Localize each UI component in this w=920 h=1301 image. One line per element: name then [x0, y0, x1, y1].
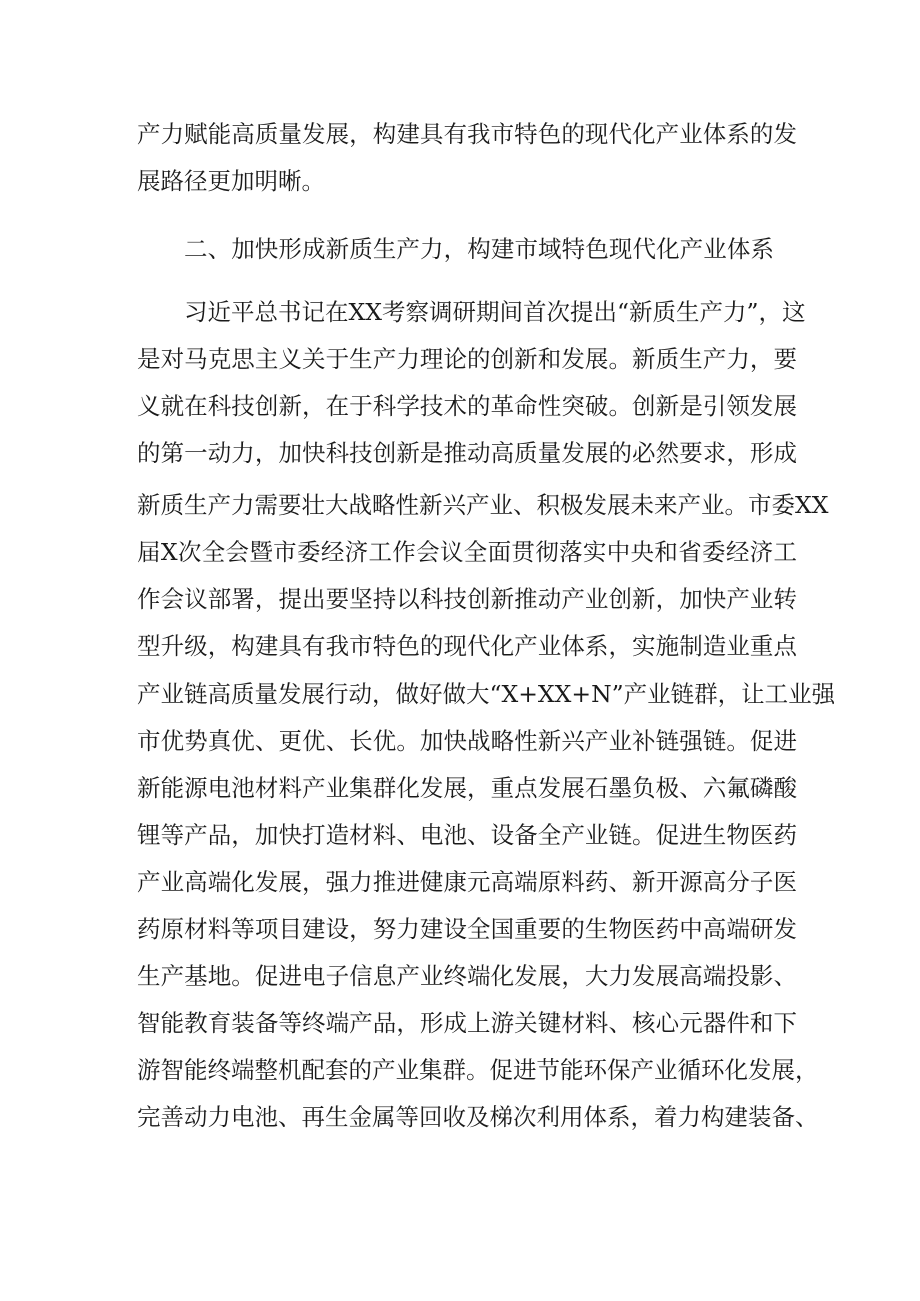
- paragraph-line: 药原材料等项目建设，努力建设全国重要的生物医药中高端研发: [137, 915, 797, 943]
- section-heading: 二、加快形成新质生产力，构建市域特色现代化产业体系: [184, 235, 774, 263]
- paragraph-line: 义就在科技创新，在于科学技术的革命性突破。创新是引领发展: [137, 392, 797, 420]
- paragraph-line: 产力赋能高质量发展，构建具有我市特色的现代化产业体系的发: [137, 120, 797, 148]
- paragraph-line: 型升级，构建具有我市特色的现代化产业体系，实施制造业重点: [137, 632, 797, 660]
- paragraph-line: 完善动力电池、再生金属等回收及梯次利用体系，着力构建装备、: [137, 1103, 819, 1131]
- paragraph-line: 智能教育装备等终端产品，形成上游关键材料、核心元器件和下: [137, 1009, 797, 1037]
- paragraph-line: 新能源电池材料产业集群化发展，重点发展石墨负极、六氟磷酸: [137, 774, 797, 802]
- paragraph-line: 产业高端化发展，强力推进健康元高端原料药、新开源高分子医: [137, 868, 797, 896]
- paragraph-line: 新质生产力需要壮大战略性新兴产业、积极发展未来产业。市委XX: [137, 491, 829, 519]
- paragraph-line: 生产基地。促进电子信息产业终端化发展，大力发展高端投影、: [137, 962, 797, 990]
- paragraph-line: 的第一动力，加快科技创新是推动高质量发展的必然要求，形成: [137, 439, 797, 467]
- paragraph-line: 展路径更加明晰。: [137, 167, 325, 195]
- paragraph-line: 习近平总书记在XX考察调研期间首次提出“新质生产力”，这: [184, 298, 806, 326]
- paragraph-line: 作会议部署，提出要坚持以科技创新推动产业创新，加快产业转: [137, 585, 797, 613]
- paragraph-line: 产业链高质量发展行动，做好做大“X+XX+N”产业链群，让工业强: [137, 680, 836, 708]
- paragraph-line: 届X次全会暨市委经济工作会议全面贯彻落实中央和省委经济工: [137, 538, 797, 566]
- paragraph-line: 游智能终端整机配套的产业集群。促进节能环保产业循环化发展，: [137, 1056, 819, 1084]
- paragraph-line: 市优势真优、更优、长优。加快战略性新兴产业补链强链。促进: [137, 727, 797, 755]
- paragraph-line: 锂等产品，加快打造材料、电池、设备全产业链。促进生物医药: [137, 821, 797, 849]
- paragraph-line: 是对马克思主义关于生产力理论的创新和发展。新质生产力，要: [137, 345, 797, 373]
